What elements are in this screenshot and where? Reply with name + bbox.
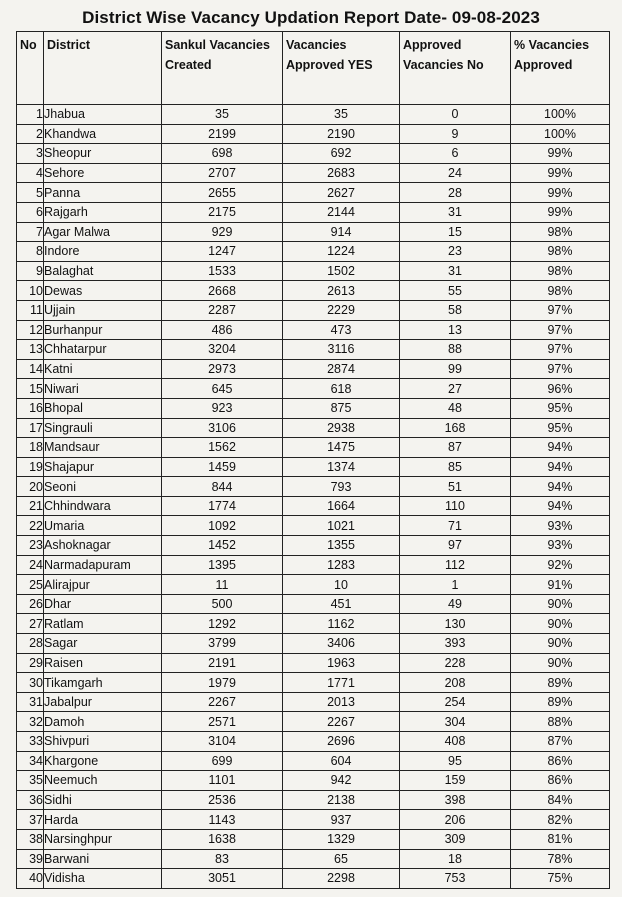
- row-number: 38: [17, 829, 44, 849]
- col-header-percent: % Vacancies Approved: [511, 32, 610, 105]
- sankul-vacancies-created: 698: [162, 144, 283, 164]
- vacancies-approved-yes: 1329: [283, 829, 400, 849]
- approved-vacancies-no: 0: [400, 105, 511, 125]
- sankul-vacancies-created: 2287: [162, 300, 283, 320]
- approved-vacancies-no: 99: [400, 359, 511, 379]
- row-number: 35: [17, 771, 44, 791]
- row-number: 40: [17, 869, 44, 889]
- vacancies-approved-yes: 1355: [283, 536, 400, 556]
- sankul-vacancies-created: 1101: [162, 771, 283, 791]
- vacancies-approved-yes: 793: [283, 477, 400, 497]
- row-number: 14: [17, 359, 44, 379]
- row-number: 32: [17, 712, 44, 732]
- district-name: Mandsaur: [44, 438, 162, 458]
- vacancies-approved-yes: 1664: [283, 496, 400, 516]
- row-number: 12: [17, 320, 44, 340]
- percent-approved: 90%: [511, 634, 610, 654]
- sankul-vacancies-created: 2973: [162, 359, 283, 379]
- vacancies-approved-yes: 2683: [283, 163, 400, 183]
- district-name: Jhabua: [44, 105, 162, 125]
- vacancies-approved-yes: 2144: [283, 202, 400, 222]
- sankul-vacancies-created: 3799: [162, 634, 283, 654]
- district-name: Jabalpur: [44, 692, 162, 712]
- sankul-vacancies-created: 1533: [162, 261, 283, 281]
- sankul-vacancies-created: 1395: [162, 555, 283, 575]
- approved-vacancies-no: 87: [400, 438, 511, 458]
- sankul-vacancies-created: 11: [162, 575, 283, 595]
- row-number: 2: [17, 124, 44, 144]
- approved-vacancies-no: 309: [400, 829, 511, 849]
- percent-approved: 100%: [511, 124, 610, 144]
- row-number: 23: [17, 536, 44, 556]
- district-name: Ashoknagar: [44, 536, 162, 556]
- percent-approved: 98%: [511, 281, 610, 301]
- percent-approved: 90%: [511, 653, 610, 673]
- approved-vacancies-no: 168: [400, 418, 511, 438]
- table-row: [17, 771, 610, 791]
- district-name: Raisen: [44, 653, 162, 673]
- row-number: 20: [17, 477, 44, 497]
- district-name: Vidisha: [44, 869, 162, 889]
- sankul-vacancies-created: 1638: [162, 829, 283, 849]
- vacancies-approved-yes: 1224: [283, 242, 400, 262]
- vacancies-approved-yes: 2013: [283, 692, 400, 712]
- row-number: 21: [17, 496, 44, 516]
- row-number: 22: [17, 516, 44, 536]
- table-row: [17, 144, 610, 164]
- sankul-vacancies-created: 699: [162, 751, 283, 771]
- approved-vacancies-no: 9: [400, 124, 511, 144]
- approved-vacancies-no: 206: [400, 810, 511, 830]
- table-row: [17, 183, 610, 203]
- district-name: Ratlam: [44, 614, 162, 634]
- row-number: 16: [17, 398, 44, 418]
- district-name: Seoni: [44, 477, 162, 497]
- row-number: 33: [17, 732, 44, 752]
- approved-vacancies-no: 48: [400, 398, 511, 418]
- percent-approved: 99%: [511, 144, 610, 164]
- vacancies-approved-yes: 2874: [283, 359, 400, 379]
- vacancies-approved-yes: 2190: [283, 124, 400, 144]
- sankul-vacancies-created: 923: [162, 398, 283, 418]
- table-row: [17, 810, 610, 830]
- sankul-vacancies-created: 83: [162, 849, 283, 869]
- sankul-vacancies-created: 1459: [162, 457, 283, 477]
- row-number: 4: [17, 163, 44, 183]
- percent-approved: 94%: [511, 496, 610, 516]
- percent-approved: 97%: [511, 359, 610, 379]
- table-row: [17, 732, 610, 752]
- sankul-vacancies-created: 486: [162, 320, 283, 340]
- vacancies-approved-yes: 1374: [283, 457, 400, 477]
- row-number: 37: [17, 810, 44, 830]
- district-name: Indore: [44, 242, 162, 262]
- table-body: [17, 105, 610, 889]
- sankul-vacancies-created: 1092: [162, 516, 283, 536]
- approved-vacancies-no: 159: [400, 771, 511, 791]
- percent-approved: 75%: [511, 869, 610, 889]
- table-row: [17, 300, 610, 320]
- sankul-vacancies-created: 500: [162, 594, 283, 614]
- vacancies-approved-yes: 2267: [283, 712, 400, 732]
- approved-vacancies-no: 55: [400, 281, 511, 301]
- district-name: Dhar: [44, 594, 162, 614]
- row-number: 25: [17, 575, 44, 595]
- vacancy-report-table: [16, 31, 610, 889]
- table-row: [17, 829, 610, 849]
- sankul-vacancies-created: 2199: [162, 124, 283, 144]
- percent-approved: 97%: [511, 320, 610, 340]
- row-number: 24: [17, 555, 44, 575]
- sankul-vacancies-created: 3051: [162, 869, 283, 889]
- col-header-no: No: [17, 32, 44, 105]
- percent-approved: 86%: [511, 771, 610, 791]
- percent-approved: 93%: [511, 536, 610, 556]
- header-row: [17, 32, 610, 105]
- approved-vacancies-no: 13: [400, 320, 511, 340]
- row-number: 6: [17, 202, 44, 222]
- row-number: 7: [17, 222, 44, 242]
- row-number: 28: [17, 634, 44, 654]
- percent-approved: 100%: [511, 105, 610, 125]
- table-row: [17, 849, 610, 869]
- percent-approved: 98%: [511, 242, 610, 262]
- district-name: Chhatarpur: [44, 340, 162, 360]
- row-number: 29: [17, 653, 44, 673]
- percent-approved: 91%: [511, 575, 610, 595]
- percent-approved: 95%: [511, 398, 610, 418]
- percent-approved: 94%: [511, 477, 610, 497]
- district-name: Shajapur: [44, 457, 162, 477]
- row-number: 26: [17, 594, 44, 614]
- vacancies-approved-yes: 2138: [283, 790, 400, 810]
- approved-vacancies-no: 71: [400, 516, 511, 536]
- table-row: [17, 105, 610, 125]
- district-name: Narsinghpur: [44, 829, 162, 849]
- sankul-vacancies-created: 2175: [162, 202, 283, 222]
- approved-vacancies-no: 110: [400, 496, 511, 516]
- district-name: Sehore: [44, 163, 162, 183]
- report-title: District Wise Vacancy Updation Report Date- 09-08-2023: [82, 8, 540, 27]
- approved-vacancies-no: 85: [400, 457, 511, 477]
- approved-vacancies-no: 112: [400, 555, 511, 575]
- row-number: 8: [17, 242, 44, 262]
- table-row: [17, 124, 610, 144]
- table-row: [17, 555, 610, 575]
- percent-approved: 94%: [511, 457, 610, 477]
- vacancies-approved-yes: 618: [283, 379, 400, 399]
- approved-vacancies-no: 49: [400, 594, 511, 614]
- sankul-vacancies-created: 35: [162, 105, 283, 125]
- sankul-vacancies-created: 2668: [162, 281, 283, 301]
- table-row: [17, 457, 610, 477]
- table-row: [17, 692, 610, 712]
- vacancies-approved-yes: 2696: [283, 732, 400, 752]
- col-header-approved-yes: Vacancies Approved YES: [283, 32, 400, 105]
- vacancies-approved-yes: 2627: [283, 183, 400, 203]
- district-name: Shivpuri: [44, 732, 162, 752]
- table-row: [17, 653, 610, 673]
- percent-approved: 99%: [511, 202, 610, 222]
- table-row: [17, 163, 610, 183]
- table-row: [17, 634, 610, 654]
- district-name: Balaghat: [44, 261, 162, 281]
- table-row: [17, 594, 610, 614]
- table-row: [17, 418, 610, 438]
- table-row: [17, 477, 610, 497]
- vacancies-approved-yes: 35: [283, 105, 400, 125]
- approved-vacancies-no: 208: [400, 673, 511, 693]
- table-row: [17, 222, 610, 242]
- percent-approved: 90%: [511, 594, 610, 614]
- sankul-vacancies-created: 1452: [162, 536, 283, 556]
- percent-approved: 78%: [511, 849, 610, 869]
- approved-vacancies-no: 95: [400, 751, 511, 771]
- vacancies-approved-yes: 1475: [283, 438, 400, 458]
- row-number: 17: [17, 418, 44, 438]
- sankul-vacancies-created: 2655: [162, 183, 283, 203]
- row-number: 3: [17, 144, 44, 164]
- row-number: 5: [17, 183, 44, 203]
- vacancies-approved-yes: 1502: [283, 261, 400, 281]
- table-row: [17, 790, 610, 810]
- percent-approved: 95%: [511, 418, 610, 438]
- approved-vacancies-no: 398: [400, 790, 511, 810]
- table-row: [17, 320, 610, 340]
- sankul-vacancies-created: 2267: [162, 692, 283, 712]
- approved-vacancies-no: 130: [400, 614, 511, 634]
- approved-vacancies-no: 15: [400, 222, 511, 242]
- sankul-vacancies-created: 1247: [162, 242, 283, 262]
- row-number: 13: [17, 340, 44, 360]
- sankul-vacancies-created: 3106: [162, 418, 283, 438]
- district-name: Alirajpur: [44, 575, 162, 595]
- district-name: Ujjain: [44, 300, 162, 320]
- percent-approved: 94%: [511, 438, 610, 458]
- district-name: Khandwa: [44, 124, 162, 144]
- sankul-vacancies-created: 1774: [162, 496, 283, 516]
- percent-approved: 92%: [511, 555, 610, 575]
- approved-vacancies-no: 1: [400, 575, 511, 595]
- vacancies-approved-yes: 2938: [283, 418, 400, 438]
- approved-vacancies-no: 6: [400, 144, 511, 164]
- approved-vacancies-no: 254: [400, 692, 511, 712]
- table-row: [17, 379, 610, 399]
- vacancies-approved-yes: 1162: [283, 614, 400, 634]
- vacancies-approved-yes: 10: [283, 575, 400, 595]
- percent-approved: 89%: [511, 692, 610, 712]
- sankul-vacancies-created: 645: [162, 379, 283, 399]
- district-name: Panna: [44, 183, 162, 203]
- sankul-vacancies-created: 1292: [162, 614, 283, 634]
- district-name: Neemuch: [44, 771, 162, 791]
- approved-vacancies-no: 27: [400, 379, 511, 399]
- percent-approved: 98%: [511, 261, 610, 281]
- table-row: [17, 536, 610, 556]
- vacancies-approved-yes: 942: [283, 771, 400, 791]
- district-name: Agar Malwa: [44, 222, 162, 242]
- row-number: 1: [17, 105, 44, 125]
- row-number: 30: [17, 673, 44, 693]
- col-header-created: Sankul Vacancies Created: [162, 32, 283, 105]
- sankul-vacancies-created: 844: [162, 477, 283, 497]
- table-row: [17, 673, 610, 693]
- approved-vacancies-no: 753: [400, 869, 511, 889]
- approved-vacancies-no: 51: [400, 477, 511, 497]
- percent-approved: 87%: [511, 732, 610, 752]
- sankul-vacancies-created: 2191: [162, 653, 283, 673]
- table-row: [17, 242, 610, 262]
- district-name: Sidhi: [44, 790, 162, 810]
- vacancies-approved-yes: 1963: [283, 653, 400, 673]
- percent-approved: 81%: [511, 829, 610, 849]
- district-name: Katni: [44, 359, 162, 379]
- approved-vacancies-no: 31: [400, 261, 511, 281]
- sankul-vacancies-created: 2707: [162, 163, 283, 183]
- approved-vacancies-no: 97: [400, 536, 511, 556]
- vacancies-approved-yes: 914: [283, 222, 400, 242]
- vacancies-approved-yes: 2613: [283, 281, 400, 301]
- percent-approved: 97%: [511, 300, 610, 320]
- col-header-district: District: [44, 32, 162, 105]
- district-name: Umaria: [44, 516, 162, 536]
- district-name: Burhanpur: [44, 320, 162, 340]
- row-number: 31: [17, 692, 44, 712]
- district-name: Singrauli: [44, 418, 162, 438]
- sankul-vacancies-created: 1143: [162, 810, 283, 830]
- approved-vacancies-no: 31: [400, 202, 511, 222]
- approved-vacancies-no: 24: [400, 163, 511, 183]
- percent-approved: 99%: [511, 183, 610, 203]
- approved-vacancies-no: 28: [400, 183, 511, 203]
- percent-approved: 93%: [511, 516, 610, 536]
- row-number: 18: [17, 438, 44, 458]
- vacancies-approved-yes: 451: [283, 594, 400, 614]
- table-row: [17, 261, 610, 281]
- table-row: [17, 712, 610, 732]
- sankul-vacancies-created: 3204: [162, 340, 283, 360]
- table-row: [17, 614, 610, 634]
- district-name: Niwari: [44, 379, 162, 399]
- district-name: Bhopal: [44, 398, 162, 418]
- vacancies-approved-yes: 1771: [283, 673, 400, 693]
- percent-approved: 86%: [511, 751, 610, 771]
- percent-approved: 89%: [511, 673, 610, 693]
- approved-vacancies-no: 393: [400, 634, 511, 654]
- vacancies-approved-yes: 692: [283, 144, 400, 164]
- sankul-vacancies-created: 1562: [162, 438, 283, 458]
- vacancies-approved-yes: 604: [283, 751, 400, 771]
- table-row: [17, 575, 610, 595]
- table-row: [17, 751, 610, 771]
- district-name: Sheopur: [44, 144, 162, 164]
- sankul-vacancies-created: 929: [162, 222, 283, 242]
- table-row: [17, 496, 610, 516]
- district-name: Chhindwara: [44, 496, 162, 516]
- approved-vacancies-no: 18: [400, 849, 511, 869]
- approved-vacancies-no: 228: [400, 653, 511, 673]
- row-number: 34: [17, 751, 44, 771]
- percent-approved: 84%: [511, 790, 610, 810]
- district-name: Barwani: [44, 849, 162, 869]
- table-row: [17, 340, 610, 360]
- percent-approved: 97%: [511, 340, 610, 360]
- vacancies-approved-yes: 875: [283, 398, 400, 418]
- approved-vacancies-no: 23: [400, 242, 511, 262]
- percent-approved: 96%: [511, 379, 610, 399]
- vacancies-approved-yes: 1283: [283, 555, 400, 575]
- percent-approved: 99%: [511, 163, 610, 183]
- vacancies-approved-yes: 65: [283, 849, 400, 869]
- table-row: [17, 281, 610, 301]
- row-number: 9: [17, 261, 44, 281]
- row-number: 10: [17, 281, 44, 301]
- table-row: [17, 398, 610, 418]
- vacancies-approved-yes: 1021: [283, 516, 400, 536]
- table-row: [17, 359, 610, 379]
- row-number: 15: [17, 379, 44, 399]
- district-name: Damoh: [44, 712, 162, 732]
- vacancies-approved-yes: 2298: [283, 869, 400, 889]
- approved-vacancies-no: 88: [400, 340, 511, 360]
- vacancies-approved-yes: 2229: [283, 300, 400, 320]
- approved-vacancies-no: 58: [400, 300, 511, 320]
- district-name: Narmadapuram: [44, 555, 162, 575]
- table-row: [17, 869, 610, 889]
- row-number: 39: [17, 849, 44, 869]
- district-name: Rajgarh: [44, 202, 162, 222]
- sankul-vacancies-created: 3104: [162, 732, 283, 752]
- district-name: Khargone: [44, 751, 162, 771]
- approved-vacancies-no: 304: [400, 712, 511, 732]
- vacancies-approved-yes: 473: [283, 320, 400, 340]
- percent-approved: 88%: [511, 712, 610, 732]
- col-header-approved-no: Approved Vacancies No: [400, 32, 511, 105]
- vacancies-approved-yes: 937: [283, 810, 400, 830]
- table-row: [17, 202, 610, 222]
- vacancies-approved-yes: 3116: [283, 340, 400, 360]
- district-name: Harda: [44, 810, 162, 830]
- district-name: Dewas: [44, 281, 162, 301]
- row-number: 36: [17, 790, 44, 810]
- approved-vacancies-no: 408: [400, 732, 511, 752]
- table-row: [17, 516, 610, 536]
- sankul-vacancies-created: 2571: [162, 712, 283, 732]
- row-number: 27: [17, 614, 44, 634]
- vacancies-approved-yes: 3406: [283, 634, 400, 654]
- row-number: 11: [17, 300, 44, 320]
- percent-approved: 98%: [511, 222, 610, 242]
- table-row: [17, 438, 610, 458]
- percent-approved: 90%: [511, 614, 610, 634]
- percent-approved: 82%: [511, 810, 610, 830]
- row-number: 19: [17, 457, 44, 477]
- sankul-vacancies-created: 1979: [162, 673, 283, 693]
- district-name: Tikamgarh: [44, 673, 162, 693]
- sankul-vacancies-created: 2536: [162, 790, 283, 810]
- district-name: Sagar: [44, 634, 162, 654]
